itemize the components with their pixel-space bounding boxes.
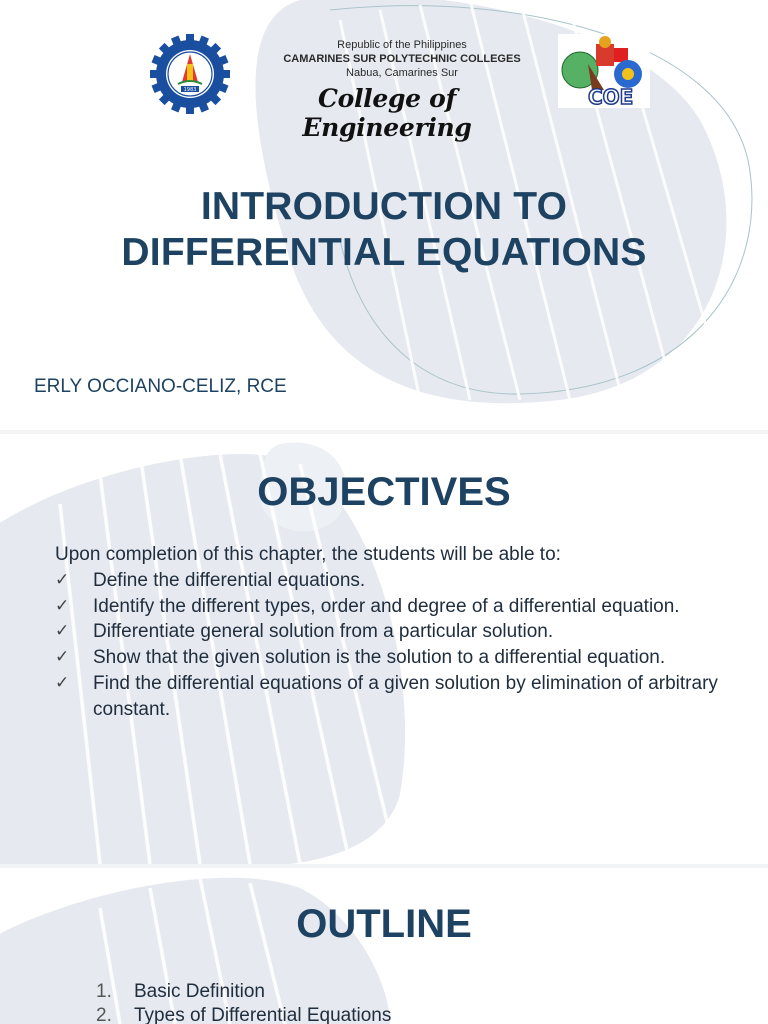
objectives-heading: OBJECTIVES [257,470,511,514]
outline-slide [0,868,768,1024]
title-slide [0,0,768,430]
author-name: ERLY OCCIANO-CELIZ, RCE [34,376,287,397]
title-line-2: DIFFERENTIAL EQUATIONS [121,231,647,274]
title-line-1: INTRODUCTION TO [200,185,568,228]
republic-line: Republic of the Philippines [337,39,467,51]
check-icon: ✓ [55,621,70,642]
outline-list [96,980,391,1024]
institution-header [0,30,768,142]
check-icon: ✓ [55,672,70,693]
outline-heading: OUTLINE [296,902,472,946]
objectives-list [55,568,735,722]
check-icon: ✓ [55,570,70,590]
presentation-title [0,184,768,276]
objective-text: Show that the given solution is the solution to a differential equation. [93,647,666,669]
list-item [55,645,735,671]
list-number: 1. [96,981,112,1002]
objectives-slide [0,434,768,864]
objectives-intro: Upon completion of this chapter, the students will be able to: [55,544,561,565]
seal-year: 1983 [183,87,197,93]
institution-text [262,38,542,80]
coe-logo-text: COE [588,85,634,108]
list-item [55,619,735,645]
outline-text: Basic Definition [134,981,265,1002]
list-number: 2. [96,1005,112,1024]
list-item [55,568,735,594]
objective-text: Differentiate general solution from a particular solution. [93,621,554,643]
objective-text: Identify the different types, order and degree of a differential equation. [93,595,680,617]
outline-text: Types of Differential Equations [134,1005,392,1024]
list-item [55,594,735,620]
list-item [55,671,735,722]
college-seal-icon [150,34,230,114]
check-icon: ✓ [55,647,70,668]
check-icon: ✓ [55,595,70,616]
objective-text: Find the differential equations of a given solution by elimination of arbitrary constant. [93,672,718,720]
college-name: CAMARINES SUR POLYTECHNIC COLLEGES [283,53,521,65]
list-item [96,1004,391,1024]
department-name: College of Engineering [302,84,472,142]
coe-logo-icon [558,34,650,108]
objective-text: Define the differential equations. [93,570,366,591]
college-location: Nabua, Camarines Sur [346,67,458,79]
list-item [96,980,391,1004]
